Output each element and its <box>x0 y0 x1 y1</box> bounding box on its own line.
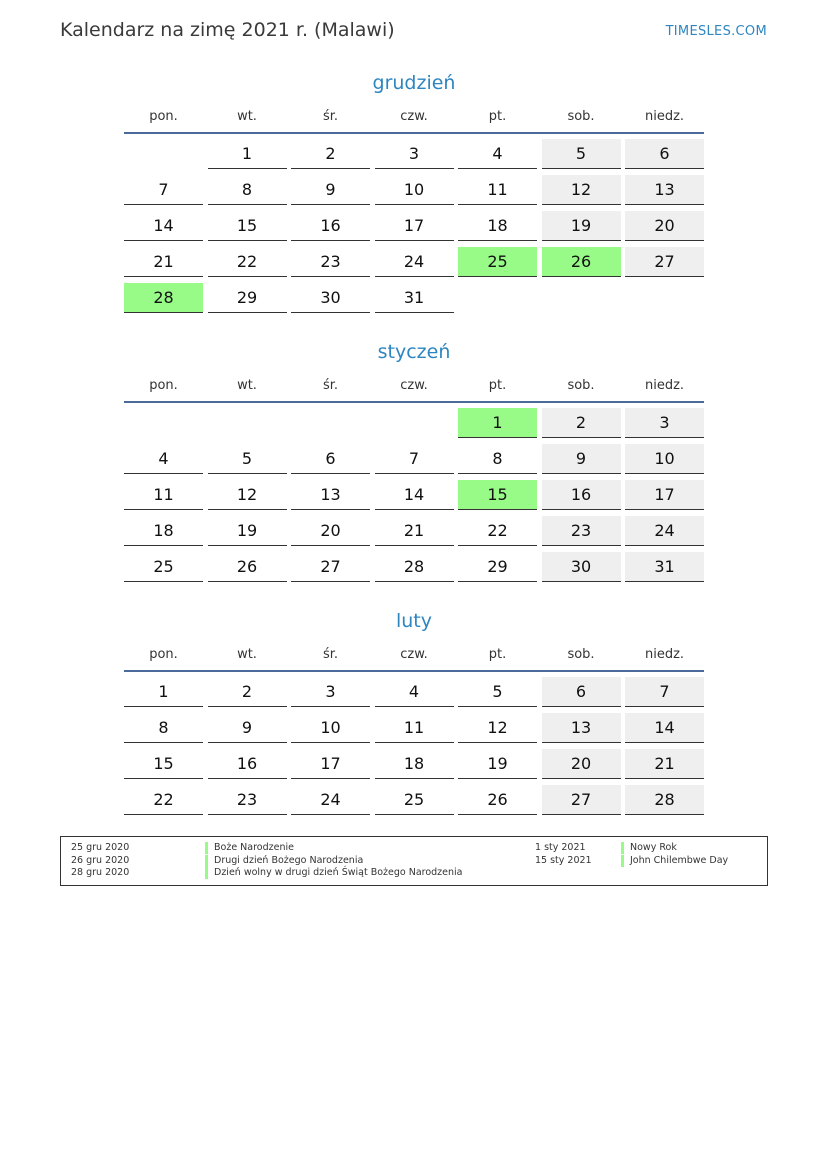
day-cell: 13 <box>625 175 704 205</box>
day-cell: 8 <box>208 175 287 205</box>
legend-date: 25 gru 2020 <box>71 842 130 853</box>
month-name: luty <box>395 610 432 632</box>
week-row <box>124 552 704 582</box>
weekday-label: śr. <box>322 647 339 662</box>
day-cell: 5 <box>458 677 537 707</box>
weeks-grid <box>124 139 704 313</box>
day-cell: 9 <box>208 713 287 743</box>
weekday-label: pon. <box>149 647 178 662</box>
weekday-label: czw. <box>400 109 428 124</box>
page-title: Kalendarz na zimę 2021 r. (Malawi) <box>60 19 395 41</box>
day-cell: 29 <box>458 552 537 582</box>
day-cell: 4 <box>375 677 454 707</box>
day-cell: 16 <box>291 211 370 241</box>
day-cell: 19 <box>208 516 287 546</box>
weeks-grid <box>124 408 704 582</box>
day-cell: 2 <box>291 139 370 169</box>
day-cell: 27 <box>542 785 621 815</box>
day-cell: 26 <box>208 552 287 582</box>
month-name: grudzień <box>372 72 456 94</box>
day-cell: 21 <box>124 247 203 277</box>
day-cell: 21 <box>625 749 704 779</box>
day-cell: 3 <box>625 408 704 438</box>
legend-holiday-name: Drugi dzień Bożego Narodzenia <box>205 855 363 867</box>
week-row <box>124 175 704 205</box>
empty-day-cell <box>458 283 537 313</box>
day-cell: 17 <box>375 211 454 241</box>
legend-date: 1 sty 2021 <box>535 842 586 853</box>
day-cell: 7 <box>124 175 203 205</box>
weekday-header <box>124 642 704 672</box>
day-cell: 28 <box>124 283 203 313</box>
legend-date: 28 gru 2020 <box>71 867 130 878</box>
weekday-label: śr. <box>322 378 339 393</box>
empty-day-cell <box>124 408 203 438</box>
day-cell: 24 <box>291 785 370 815</box>
day-cell: 9 <box>542 444 621 474</box>
weekday-label: sob. <box>567 378 595 393</box>
day-cell: 3 <box>291 677 370 707</box>
week-row <box>124 677 704 707</box>
week-row <box>124 444 704 474</box>
weekday-label: wt. <box>237 109 257 124</box>
day-cell: 6 <box>542 677 621 707</box>
weekday-header <box>124 373 704 403</box>
day-cell: 11 <box>124 480 203 510</box>
week-row <box>124 480 704 510</box>
weekday-label: wt. <box>237 647 257 662</box>
day-cell: 31 <box>375 283 454 313</box>
day-cell: 1 <box>458 408 537 438</box>
day-cell: 10 <box>625 444 704 474</box>
week-row <box>124 749 704 779</box>
day-cell: 1 <box>124 677 203 707</box>
day-cell: 22 <box>124 785 203 815</box>
day-cell: 14 <box>625 713 704 743</box>
week-row <box>124 139 704 169</box>
weekday-label: niedz. <box>644 378 685 393</box>
day-cell: 23 <box>208 785 287 815</box>
brand-logo[interactable]: TIMESLES.COM <box>665 24 767 39</box>
week-row <box>124 516 704 546</box>
day-cell: 5 <box>542 139 621 169</box>
day-cell: 30 <box>542 552 621 582</box>
legend-holiday-name: Dzień wolny w drugi dzień Świąt Bożego Narodzenia <box>205 867 463 879</box>
day-cell: 25 <box>458 247 537 277</box>
day-cell: 24 <box>625 516 704 546</box>
day-cell: 7 <box>625 677 704 707</box>
day-cell: 28 <box>375 552 454 582</box>
month-block <box>124 337 704 588</box>
legend-holiday-name: John Chilembwe Day <box>621 855 728 867</box>
day-cell: 22 <box>208 247 287 277</box>
day-cell: 20 <box>542 749 621 779</box>
day-cell: 14 <box>375 480 454 510</box>
day-cell: 17 <box>625 480 704 510</box>
weekday-label: niedz. <box>644 647 685 662</box>
empty-day-cell <box>375 408 454 438</box>
day-cell: 15 <box>124 749 203 779</box>
weekday-label: pon. <box>149 109 178 124</box>
day-cell: 6 <box>291 444 370 474</box>
day-cell: 4 <box>124 444 203 474</box>
day-cell: 18 <box>375 749 454 779</box>
day-cell: 15 <box>458 480 537 510</box>
day-cell: 18 <box>124 516 203 546</box>
day-cell: 26 <box>542 247 621 277</box>
day-cell: 8 <box>458 444 537 474</box>
day-cell: 15 <box>208 211 287 241</box>
day-cell: 22 <box>458 516 537 546</box>
day-cell: 5 <box>208 444 287 474</box>
day-cell: 6 <box>625 139 704 169</box>
day-cell: 20 <box>291 516 370 546</box>
day-cell: 3 <box>375 139 454 169</box>
day-cell: 13 <box>291 480 370 510</box>
weeks-grid <box>124 677 704 815</box>
day-cell: 19 <box>542 211 621 241</box>
legend-holiday-name: Nowy Rok <box>621 842 677 854</box>
day-cell: 16 <box>542 480 621 510</box>
weekday-label: czw. <box>400 647 428 662</box>
empty-day-cell <box>124 139 203 169</box>
day-cell: 25 <box>375 785 454 815</box>
day-cell: 24 <box>375 247 454 277</box>
day-cell: 1 <box>208 139 287 169</box>
day-cell: 21 <box>375 516 454 546</box>
week-row <box>124 713 704 743</box>
legend-holiday-name: Boże Narodzenie <box>205 842 294 854</box>
day-cell: 19 <box>458 749 537 779</box>
day-cell: 30 <box>291 283 370 313</box>
day-cell: 7 <box>375 444 454 474</box>
day-cell: 20 <box>625 211 704 241</box>
weekday-label: pt. <box>488 378 507 393</box>
day-cell: 13 <box>542 713 621 743</box>
legend-date: 15 sty 2021 <box>535 854 592 866</box>
weekday-label: pon. <box>149 378 178 393</box>
month-block <box>124 606 704 821</box>
day-cell: 11 <box>375 713 454 743</box>
day-cell: 23 <box>542 516 621 546</box>
month-name: styczeń <box>377 341 451 363</box>
day-cell: 28 <box>625 785 704 815</box>
weekday-header <box>124 104 704 134</box>
day-cell: 27 <box>291 552 370 582</box>
day-cell: 23 <box>291 247 370 277</box>
weekday-label: niedz. <box>644 109 685 124</box>
day-cell: 12 <box>458 713 537 743</box>
day-cell: 9 <box>291 175 370 205</box>
day-cell: 17 <box>291 749 370 779</box>
day-cell: 10 <box>291 713 370 743</box>
day-cell: 8 <box>124 713 203 743</box>
day-cell: 14 <box>124 211 203 241</box>
empty-day-cell <box>208 408 287 438</box>
day-cell: 4 <box>458 139 537 169</box>
day-cell: 27 <box>625 247 704 277</box>
day-cell: 29 <box>208 283 287 313</box>
weekday-label: czw. <box>400 378 428 393</box>
day-cell: 10 <box>375 175 454 205</box>
legend-date: 26 gru 2020 <box>71 854 130 866</box>
weekday-label: pt. <box>488 109 507 124</box>
weekday-label: śr. <box>322 109 339 124</box>
week-row <box>124 408 704 438</box>
weekday-label: sob. <box>567 647 595 662</box>
day-cell: 2 <box>208 677 287 707</box>
week-row <box>124 211 704 241</box>
month-block <box>124 68 704 319</box>
day-cell: 12 <box>542 175 621 205</box>
day-cell: 31 <box>625 552 704 582</box>
day-cell: 25 <box>124 552 203 582</box>
weekday-label: pt. <box>488 647 507 662</box>
day-cell: 26 <box>458 785 537 815</box>
week-row <box>124 247 704 277</box>
day-cell: 2 <box>542 408 621 438</box>
empty-day-cell <box>542 283 621 313</box>
day-cell: 11 <box>458 175 537 205</box>
day-cell: 18 <box>458 211 537 241</box>
empty-day-cell <box>291 408 370 438</box>
week-row <box>124 785 704 815</box>
day-cell: 12 <box>208 480 287 510</box>
day-cell: 16 <box>208 749 287 779</box>
week-row <box>124 283 704 313</box>
weekday-label: sob. <box>567 109 595 124</box>
empty-day-cell <box>625 283 704 313</box>
weekday-label: wt. <box>237 378 257 393</box>
holiday-legend <box>60 836 768 886</box>
